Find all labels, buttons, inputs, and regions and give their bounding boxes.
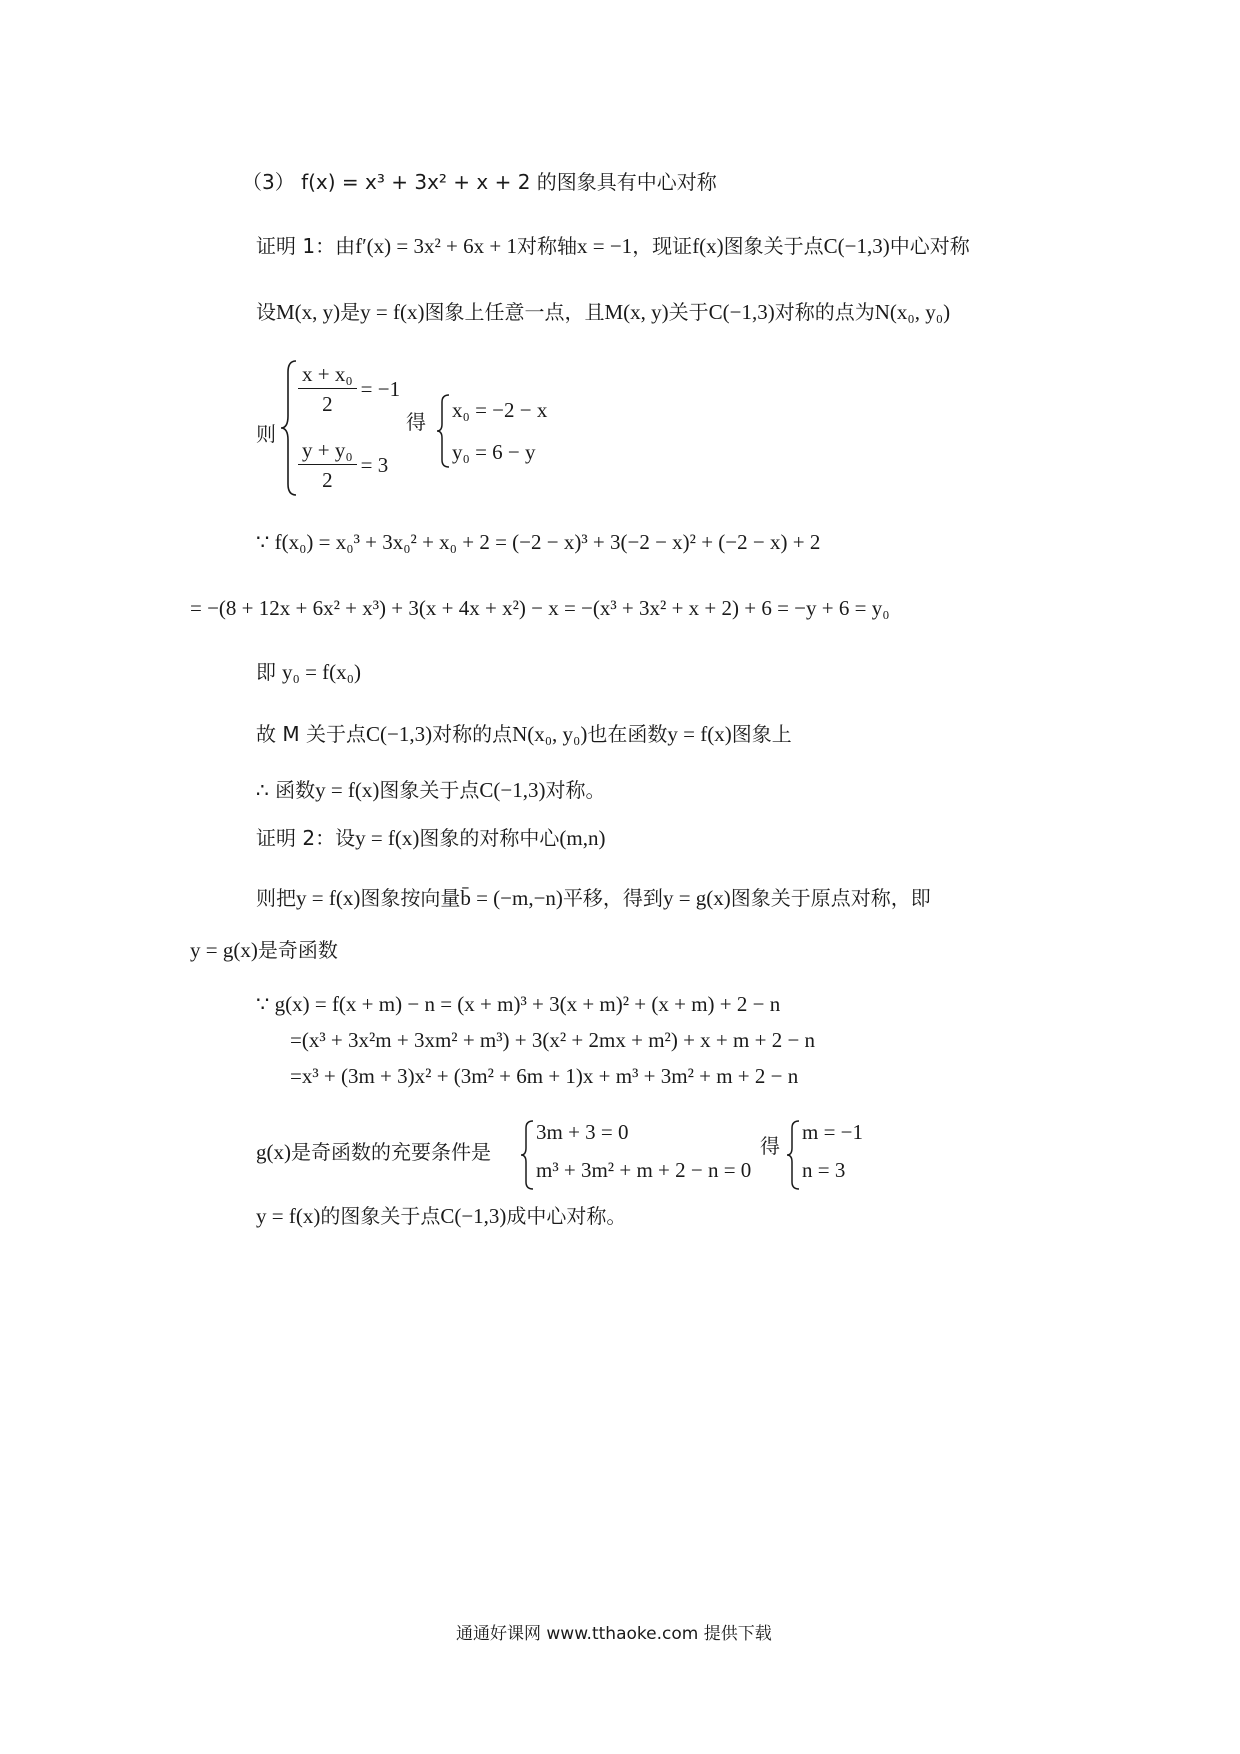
system-eq-2 (298, 440, 388, 491)
system-get-label: 得 (406, 410, 426, 434)
g-expansion-2: =(x³ + 3x²m + 3xm² + m³) + 3(x² + 2mx + m²) + x + m + 2 − n (290, 1028, 816, 1052)
text: 图象关于点 (723, 234, 824, 258)
rhs: = 3 (360, 453, 389, 477)
text: 图象按向量 (360, 886, 461, 910)
translation-line (256, 888, 931, 909)
left-brace-icon (518, 1118, 536, 1192)
math: C(−1,3) (365, 722, 433, 746)
text: 是奇函数的充要条件是 (291, 1140, 491, 1164)
text: 图象上 (731, 722, 792, 746)
text: 是奇函数 (257, 938, 338, 962)
expansion-continued: = −(8 + 12x + 6x² + x³) + 3(x + 4x + x²) − x = −(x³ + 3x² + x + 2) + 6 = −y + 6 = y₀ (190, 596, 890, 620)
text: ∴ 函数 (256, 778, 316, 802)
text: 对称的点 (432, 722, 513, 746)
numerator: x + x₀ (298, 364, 357, 389)
fraction (298, 440, 357, 491)
denominator: 2 (322, 392, 333, 416)
math: x = −1 (577, 234, 633, 258)
text: 图象关于原点对称，即 (730, 886, 931, 910)
text: 中心对称 (889, 234, 970, 258)
math: M(x, y) (276, 300, 341, 324)
condition-eq-2: m³ + 3m² + m + 2 − n = 0 (536, 1158, 752, 1182)
text: 即 (256, 660, 276, 684)
text: 图象关于点 (379, 778, 480, 802)
therefore-line (256, 780, 606, 801)
solution-n: n = 3 (802, 1158, 846, 1182)
text: 的图象关于点 (320, 1204, 441, 1228)
final-conclusion (256, 1206, 626, 1227)
necessary-condition-line (256, 1142, 491, 1163)
text: 图象上任意一点，且 (424, 300, 605, 324)
left-brace-icon (278, 358, 300, 498)
denominator: 2 (322, 468, 333, 492)
math: N(x₀, y₀) (874, 300, 951, 324)
text: 对称的点为 (774, 300, 875, 324)
text: 则把 (256, 886, 296, 910)
get-label: 得 (760, 1134, 780, 1158)
math: y = f(x) (256, 1204, 321, 1228)
point-setup-line (256, 302, 950, 323)
math: C(−1,3) (708, 300, 775, 324)
result-eq-2: y₀ = 6 − y (452, 440, 536, 464)
math: y = f(x) (355, 826, 420, 850)
condition-eq-1: 3m + 3 = 0 (536, 1120, 629, 1144)
math: (m,n) (559, 826, 606, 850)
math: y = f(x) (315, 778, 380, 802)
g-expansion-1: ∵ g(x) = f(x + m) − n = (x + m)³ + 3(x + m)² + (x + m) + 2 − n (256, 992, 781, 1016)
result-eq-1: x₀ = −2 − x (452, 398, 548, 422)
text: 对称。 (545, 778, 606, 802)
text: 也在函数 (587, 722, 668, 746)
math: y = g(x) (190, 938, 258, 962)
text: 证明 1：由 (256, 234, 356, 258)
math: y = g(x) (662, 886, 731, 910)
odd-function-line (190, 940, 338, 961)
math: M(x, y) (604, 300, 669, 324)
math: f′(x) = 3x² + 6x + 1 (355, 234, 517, 258)
math: C(−1,3) (823, 234, 890, 258)
math: C(−1,3) (440, 1204, 507, 1228)
conclusion-y0 (256, 662, 361, 683)
solution-m: m = −1 (802, 1120, 864, 1144)
proof-2-heading (256, 828, 606, 849)
text: 成中心对称。 (506, 1204, 627, 1228)
text: 设 (256, 300, 276, 324)
page-footer: 通通好课网 www.tthaoke.com 提供下载 (456, 1624, 772, 1644)
system-then-label: 则 (256, 422, 276, 446)
problem-3-heading: （3） f(x) = x³ + 3x² + x + 2 的图象具有中心对称 (242, 170, 717, 194)
text: 证明 2：设 (256, 826, 356, 850)
text: 关于 (668, 300, 709, 324)
math: f(x) (692, 234, 724, 258)
system-eq-1 (298, 364, 400, 415)
numerator: y + y₀ (298, 440, 357, 465)
math: y = f(x) (296, 886, 361, 910)
symmetric-point-line (256, 724, 792, 745)
text: 是 (340, 300, 361, 324)
math: N(x₀, y₀) (512, 722, 588, 746)
rhs: = −1 (360, 377, 401, 401)
math: C(−1,3) (479, 778, 546, 802)
text: ，现证 (632, 234, 693, 258)
math: y = f(x) (360, 300, 425, 324)
fraction (298, 364, 357, 415)
g-expansion-3: =x³ + (3m + 3)x² + (3m² + 6m + 1)x + m³ + 3m² + m + 2 − n (290, 1064, 799, 1088)
math: b̄ = (−m,−n) (460, 886, 563, 910)
text: 平移，得到 (562, 886, 663, 910)
text: 故 M 关于点 (256, 722, 366, 746)
math: y = f(x) (667, 722, 732, 746)
math: g(x) (256, 1140, 291, 1164)
because-expansion: ∵ f(x₀) = x₀³ + 3x₀² + x₀ + 2 = (−2 − x)³ + 3(−2 − x)² + (−2 − x) + 2 (256, 530, 821, 554)
math: y₀ = f(x₀) (282, 660, 361, 684)
left-brace-icon (434, 392, 452, 470)
text: 图象的对称中心 (419, 826, 560, 850)
left-brace-icon (784, 1118, 802, 1192)
text: 对称轴 (517, 234, 577, 258)
proof-1-statement (256, 236, 970, 257)
